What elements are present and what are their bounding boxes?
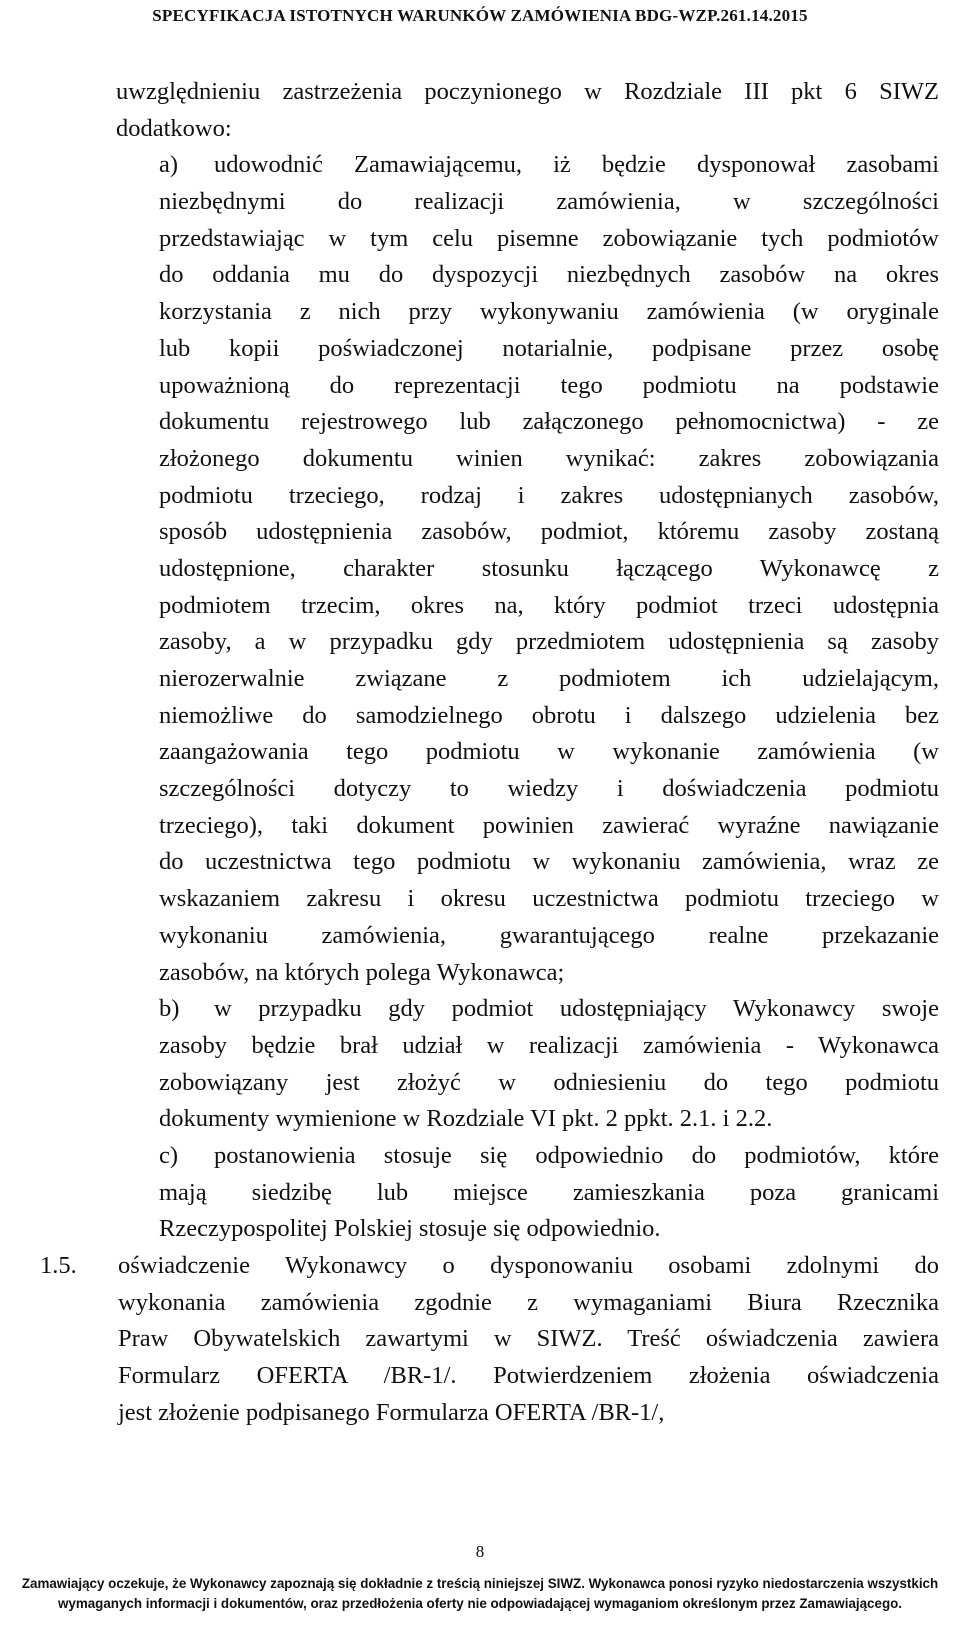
paragraph-line bbox=[0, 478, 960, 515]
paragraph-line bbox=[0, 257, 960, 294]
list-item-a-first-line bbox=[0, 147, 960, 184]
list-item-text: zasoby będzie brał udział w realizacji zamówienia - Wykonawca bbox=[159, 1031, 939, 1059]
document-body bbox=[0, 74, 960, 1431]
paragraph-line bbox=[0, 331, 960, 368]
footer-note-line: wymaganych informacji i dokumentów, oraz przedłożenia oferty nie odpowiadającej wymaganiom określonym przez Zamawiającego. bbox=[57, 1596, 903, 1611]
list-item-text: zaangażowania tego podmiotu w wykonanie zamówienia (w bbox=[159, 738, 939, 766]
list-item-b-body bbox=[0, 1028, 960, 1101]
list-item-text: wykonaniu zamówienia, gwarantującego realne przekazanie bbox=[159, 921, 939, 949]
page-number: 8 bbox=[475, 1542, 485, 1561]
numbered-item-text: wykonania zamówienia zgodnie z wymaganiami Biura Rzecznika bbox=[118, 1288, 939, 1316]
paragraph-line bbox=[0, 918, 960, 955]
paragraph-line bbox=[0, 514, 960, 551]
paragraph-line bbox=[0, 881, 960, 918]
list-item-c-body bbox=[0, 1175, 960, 1212]
paragraph-line bbox=[0, 404, 960, 441]
paragraph-line bbox=[0, 734, 960, 771]
list-item-text: trzeciego), taki dokument powinien zawierać wyraźne nawiązanie bbox=[159, 811, 939, 839]
list-item-text: w przypadku gdy podmiot udostępniający Wykonawcy swoje bbox=[214, 995, 939, 1023]
list-item-a-last-line bbox=[0, 955, 960, 992]
paragraph-line bbox=[0, 221, 960, 258]
list-marker-b: b) bbox=[159, 995, 180, 1023]
list-item-text: zasoby, a w przypadku gdy przedmiotem udostępnienia są zasoby bbox=[159, 628, 939, 656]
footer-note bbox=[0, 1574, 960, 1614]
list-item-text: mają siedzibę lub miejsce zamieszkania poza granicami bbox=[159, 1178, 939, 1206]
paragraph-line bbox=[0, 1285, 960, 1322]
list-item-text: dokumenty wymienione w Rozdziale VI pkt. 2 ppkt. 2.1. i 2.2. bbox=[159, 1105, 773, 1133]
paragraph-line bbox=[0, 624, 960, 661]
paragraph-line bbox=[0, 1028, 960, 1065]
paragraph-line bbox=[0, 808, 960, 845]
list-item-text: szczególności dotyczy to wiedzy i doświadczenia podmiotu bbox=[159, 775, 939, 803]
list-marker-c: c) bbox=[159, 1141, 179, 1169]
paragraph-line bbox=[0, 1321, 960, 1358]
paragraph-line bbox=[0, 294, 960, 331]
list-item-text: niezbędnymi do realizacji zamówienia, w szczególności bbox=[159, 188, 939, 216]
paragraph-line bbox=[0, 74, 960, 111]
list-item-text: niemożliwe do samodzielnego obrotu i dalszego udzielenia bez bbox=[159, 701, 939, 729]
numbered-item-body bbox=[0, 1285, 960, 1395]
numbered-item-text: jest złożenie podpisanego Formularza OFERTA /BR-1/, bbox=[118, 1398, 665, 1426]
list-marker-a: a) bbox=[159, 151, 179, 179]
paragraph-line bbox=[0, 588, 960, 625]
numbered-marker: 1.5. bbox=[40, 1252, 77, 1279]
numbered-item-last-line bbox=[0, 1395, 960, 1432]
list-item-text: lub kopii poświadczonej notarialnie, podpisane przez osobę bbox=[159, 334, 939, 362]
list-item-text: zobowiązany jest złożyć w odniesieniu do tego podmiotu bbox=[159, 1068, 939, 1096]
paragraph-line bbox=[0, 698, 960, 735]
list-item-text: przedstawiając w tym celu pisemne zobowiązanie tych podmiotów bbox=[159, 224, 939, 252]
list-item-text: sposób udostępnienia zasobów, podmiot, któremu zasoby zostaną bbox=[159, 518, 939, 546]
numbered-item-text: Praw Obywatelskich zawartymi w SIWZ. Treść oświadczenia zawiera bbox=[118, 1325, 939, 1353]
list-item-text: upoważnioną do reprezentacji tego podmiotu na podstawie bbox=[159, 371, 939, 399]
list-item-text: nierozerwalnie związane z podmiotem ich udzielającym, bbox=[159, 665, 939, 692]
numbered-item-text: Formularz OFERTA /BR-1/. Potwierdzeniem złożenia oświadczenia bbox=[118, 1362, 939, 1390]
paragraph-line bbox=[0, 1065, 960, 1102]
list-item-c-first-line bbox=[0, 1138, 960, 1175]
list-item-b-first-line bbox=[0, 991, 960, 1028]
list-item-text: do uczestnictwa tego podmiotu w wykonaniu zamówienia, wraz ze bbox=[159, 848, 939, 876]
list-item-a-body bbox=[0, 184, 960, 954]
list-item-text: podmiotem trzecim, okres na, który podmiot trzeci udostępnia bbox=[159, 591, 939, 619]
paragraph-line bbox=[0, 844, 960, 881]
list-item-text: postanowienia stosuje się odpowiednio do podmiotów, które bbox=[214, 1141, 939, 1169]
list-item-b-last-line bbox=[0, 1101, 960, 1138]
intro-line: uwzględnieniu zastrzeżenia poczynionego w Rozdziale III pkt 6 SIWZ bbox=[116, 78, 939, 105]
list-item-text: korzystania z nich przy wykonywaniu zamówienia (w oryginale bbox=[159, 298, 939, 326]
list-item-text: złożonego dokumentu winien wynikać: zakres zobowiązania bbox=[159, 444, 939, 472]
paragraph-line bbox=[0, 771, 960, 808]
paragraph-line bbox=[0, 1175, 960, 1212]
paragraph-line bbox=[0, 441, 960, 478]
list-item-text: podmiotu trzeciego, rodzaj i zakres udostępnianych zasobów, bbox=[159, 481, 939, 509]
paragraph-line bbox=[0, 661, 960, 698]
list-item-text: dokumentu rejestrowego lub załączonego pełnomocnictwa) - ze bbox=[159, 408, 939, 436]
paragraph-line bbox=[0, 111, 960, 148]
paragraph-line bbox=[0, 368, 960, 405]
intro-line: dodatkowo: bbox=[116, 114, 232, 142]
list-item-text: udostępnione, charakter stosunku łączącego Wykonawcę z bbox=[159, 554, 939, 582]
list-item-text: zasobów, na których polega Wykonawca; bbox=[159, 958, 565, 986]
paragraph-line bbox=[0, 1358, 960, 1395]
paragraph-line bbox=[0, 184, 960, 221]
list-item-text: wskazaniem zakresu i okresu uczestnictwa podmiotu trzeciego w bbox=[159, 885, 939, 913]
list-item-text: udowodnić Zamawiającemu, iż będzie dysponował zasobami bbox=[214, 151, 939, 179]
page-header: SPECYFIKACJA ISTOTNYCH WARUNKÓW ZAMÓWIENIA BDG-WZP.261.14.2015 bbox=[152, 6, 808, 25]
numbered-item-first-line bbox=[0, 1248, 960, 1285]
list-item-c-last-line bbox=[0, 1211, 960, 1248]
numbered-item-text: oświadczenie Wykonawcy o dysponowaniu osobami zdolnymi do bbox=[118, 1252, 939, 1279]
footer-note-line: Zamawiający oczekuje, że Wykonawcy zapoznają się dokładnie z treścią niniejszej SIWZ. Wykonawca ponosi ryzyko niedostarczenia wszystkich bbox=[21, 1576, 939, 1591]
list-item-text: Rzeczypospolitej Polskiej stosuje się odpowiednio. bbox=[159, 1215, 661, 1243]
paragraph-line bbox=[0, 551, 960, 588]
list-item-text: do oddania mu do dyspozycji niezbędnych zasobów na okres bbox=[159, 261, 939, 289]
